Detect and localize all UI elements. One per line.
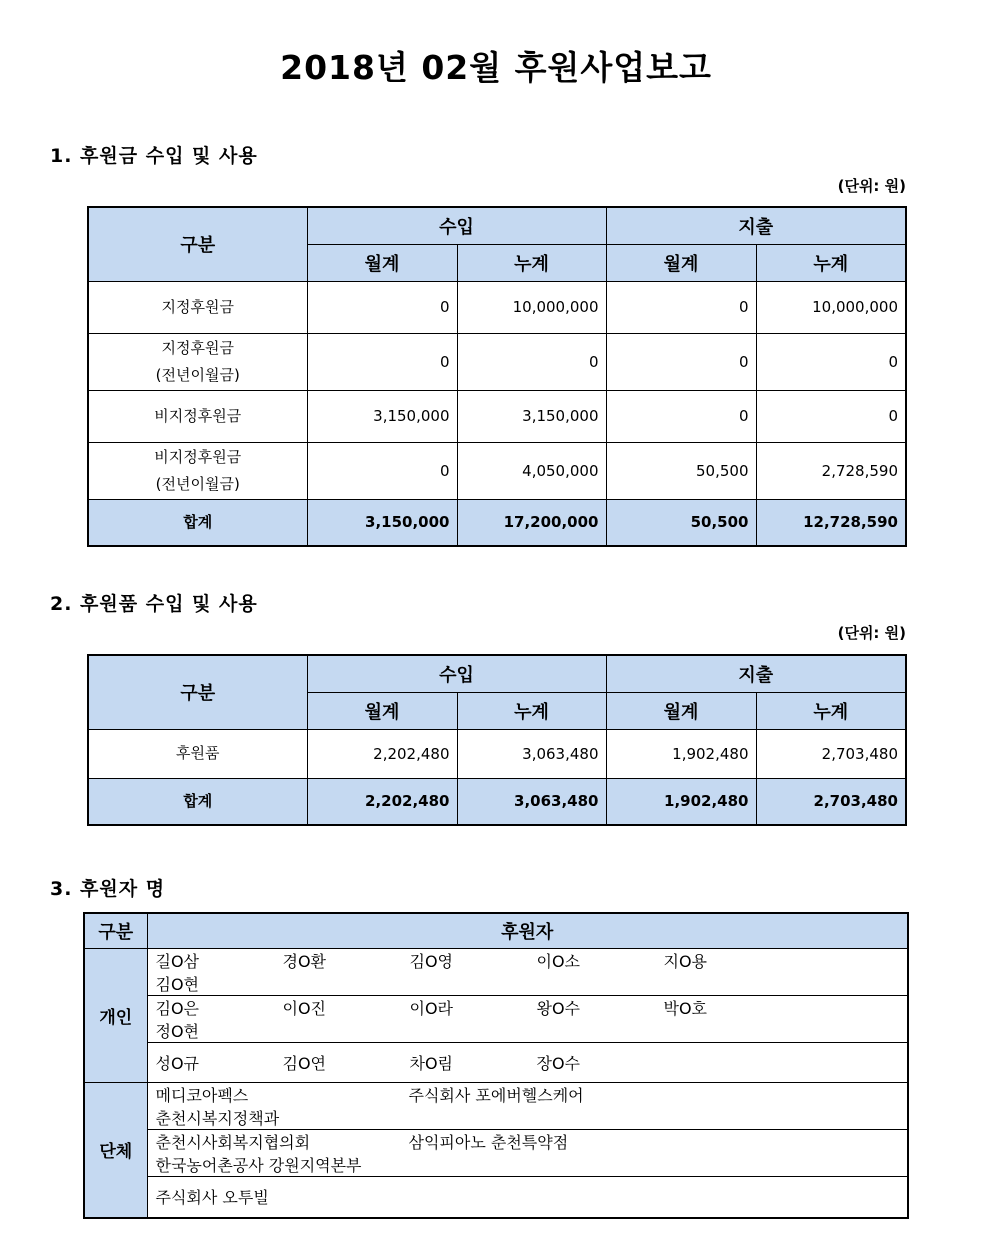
donor-name: 이O소 [536, 951, 581, 971]
header-expense: 지출 [606, 655, 906, 692]
value-cell: 0 [307, 333, 457, 390]
individual-category: 개인 [84, 948, 147, 1082]
row-label-main: 후원품 [176, 744, 220, 762]
row-label [88, 442, 307, 499]
donor-name: 이O진 [282, 998, 327, 1018]
donor-header-category: 구분 [84, 913, 147, 948]
value-cell: 0 [307, 442, 457, 499]
donor-name: 주식회사 포에버헬스케어 [408, 1085, 584, 1105]
row-label-main: 지정후원금 [161, 297, 234, 316]
donor-row [84, 1176, 908, 1218]
header-income-monthly: 월계 [307, 692, 457, 729]
value-cell: 0 [756, 390, 906, 442]
donor-row [84, 948, 908, 995]
header-expense-monthly: 월계 [606, 692, 756, 729]
donor-name: 길O삼 [155, 951, 200, 971]
row-label-main: 지정후원금 [161, 338, 234, 357]
header-expense-monthly: 월계 [606, 244, 756, 281]
donor-name: 김O현 [155, 974, 200, 994]
donor-name: 박O호 [663, 998, 708, 1018]
donor-name: 춘천시사회복지협의회 [155, 1132, 311, 1152]
header-income-cumulative: 누계 [457, 244, 606, 281]
total-value: 3,150,000 [307, 499, 457, 546]
total-row [88, 778, 906, 825]
donor-name: 김O은 [155, 998, 200, 1018]
total-value: 17,200,000 [457, 499, 606, 546]
value-cell: 3,150,000 [457, 390, 606, 442]
header-income: 수입 [307, 655, 606, 692]
donor-name: 성O규 [155, 1053, 200, 1073]
value-cell: 0 [606, 390, 756, 442]
value-cell: 2,728,590 [756, 442, 906, 499]
donor-name: 주식회사 오투빌 [155, 1188, 269, 1208]
donation-money-table [87, 206, 907, 547]
donor-name: 차O림 [409, 1053, 454, 1073]
donor-row [84, 1129, 908, 1176]
row-label-sub: (전년이월금) [155, 474, 240, 493]
row-label [88, 333, 307, 390]
row-label [88, 390, 307, 442]
donor-header-donors: 후원자 [147, 913, 908, 948]
donor-row [84, 995, 908, 1042]
total-value: 12,728,590 [756, 499, 906, 546]
total-label: 합계 [88, 499, 307, 546]
donor-name: 한국농어촌공사 강원지역본부 [155, 1155, 362, 1175]
donor-name: 김O영 [409, 951, 454, 971]
section3-heading: 3. 후원자 명 [50, 878, 166, 900]
donor-name: 장O수 [536, 1053, 581, 1073]
value-cell: 3,063,480 [457, 729, 606, 778]
value-cell: 4,050,000 [457, 442, 606, 499]
value-cell: 0 [606, 281, 756, 333]
donor-list [147, 1176, 908, 1218]
header-expense: 지출 [606, 207, 906, 244]
header-income: 수입 [307, 207, 606, 244]
table-row [88, 390, 906, 442]
value-cell: 10,000,000 [756, 281, 906, 333]
total-value: 1,902,480 [606, 778, 756, 825]
donor-name: 메디코아펙스 [155, 1085, 249, 1105]
donor-name: 춘천시복지정책과 [155, 1108, 280, 1128]
donor-row [84, 1082, 908, 1129]
header-expense-cumulative: 누계 [756, 692, 906, 729]
row-label [88, 281, 307, 333]
total-value: 2,202,480 [307, 778, 457, 825]
header-category: 구분 [88, 207, 307, 281]
table-row [88, 442, 906, 499]
row-label [88, 729, 307, 778]
value-cell: 1,902,480 [606, 729, 756, 778]
donor-name: 정O현 [155, 1021, 200, 1041]
value-cell: 50,500 [606, 442, 756, 499]
donor-list [147, 1042, 908, 1082]
donor-name: 경O환 [282, 951, 327, 971]
donor-name: 왕O수 [536, 998, 581, 1018]
page-title: 2018년 02월 후원사업보고 [280, 48, 712, 87]
donor-list [147, 995, 908, 1042]
donation-goods-table [87, 654, 907, 826]
row-label-main: 비지정후원금 [154, 447, 242, 466]
total-value: 2,703,480 [756, 778, 906, 825]
table-row [88, 281, 906, 333]
donor-list [147, 948, 908, 995]
donor-name: 이O라 [409, 998, 454, 1018]
donor-list [147, 1082, 908, 1129]
row-label-main: 비지정후원금 [154, 406, 242, 425]
value-cell: 2,703,480 [756, 729, 906, 778]
total-label: 합계 [88, 778, 307, 825]
donor-name: 지O용 [663, 951, 708, 971]
donor-table [83, 912, 909, 1219]
donor-name: 삼익피아노 춘천특약점 [408, 1132, 569, 1152]
section1-unit: (단위: 원) [837, 177, 906, 195]
value-cell: 2,202,480 [307, 729, 457, 778]
header-income-monthly: 월계 [307, 244, 457, 281]
section2-unit: (단위: 원) [837, 624, 906, 642]
total-value: 50,500 [606, 499, 756, 546]
value-cell: 0 [457, 333, 606, 390]
value-cell: 0 [756, 333, 906, 390]
section2-heading: 2. 후원품 수입 및 사용 [50, 593, 258, 615]
donor-list [147, 1129, 908, 1176]
value-cell: 0 [606, 333, 756, 390]
value-cell: 0 [307, 281, 457, 333]
total-row [88, 499, 906, 546]
value-cell: 3,150,000 [307, 390, 457, 442]
donor-name: 김O연 [282, 1053, 327, 1073]
header-category: 구분 [88, 655, 307, 729]
table-row [88, 333, 906, 390]
section1-heading: 1. 후원금 수입 및 사용 [50, 145, 258, 167]
donor-row [84, 1042, 908, 1082]
row-label-sub: (전년이월금) [155, 365, 240, 384]
total-value: 3,063,480 [457, 778, 606, 825]
table-row [88, 729, 906, 778]
header-income-cumulative: 누계 [457, 692, 606, 729]
value-cell: 10,000,000 [457, 281, 606, 333]
header-expense-cumulative: 누계 [756, 244, 906, 281]
group-category: 단체 [84, 1082, 147, 1218]
